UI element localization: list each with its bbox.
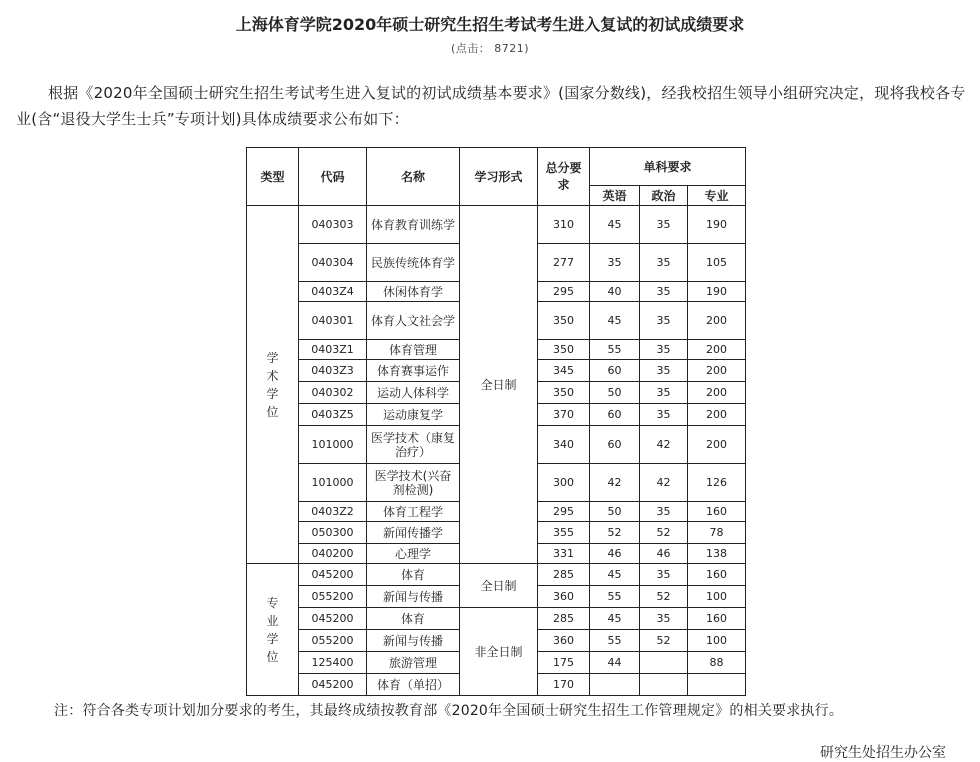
major-score-cell: 138 [688,544,746,564]
name-cell: 民族传统体育学 [367,244,460,282]
english-score-cell: 45 [590,608,640,630]
signature: 研究生处招生办公室 [820,745,946,761]
header-mode: 学习形式 [460,148,538,206]
english-score-cell: 55 [590,340,640,360]
total-score-cell: 285 [538,564,590,586]
major-score-cell: 190 [688,282,746,302]
major-score-cell: 190 [688,206,746,244]
footnote: 注：符合各类专项计划加分要求的考生，其最终成绩按教育部《2020年全国硕士研究生招生工作管理规定》的相关要求执行。 [54,703,844,719]
total-score-cell: 170 [538,674,590,696]
table-header-row [247,148,746,186]
major-score-cell [688,674,746,696]
code-cell: 0403Z5 [299,404,367,426]
politics-score-cell: 35 [640,206,688,244]
name-cell: 旅游管理 [367,652,460,674]
major-score-cell: 200 [688,426,746,464]
code-cell: 045200 [299,564,367,586]
politics-score-cell: 35 [640,382,688,404]
name-cell: 新闻与传播 [367,630,460,652]
english-score-cell: 45 [590,206,640,244]
code-cell: 0403Z3 [299,360,367,382]
header-code: 代码 [299,148,367,206]
major-score-cell: 160 [688,502,746,522]
name-cell: 体育管理 [367,340,460,360]
code-cell: 050300 [299,522,367,544]
politics-score-cell: 35 [640,404,688,426]
major-score-cell: 160 [688,564,746,586]
header-name: 名称 [367,148,460,206]
politics-score-cell: 42 [640,464,688,502]
english-score-cell: 45 [590,564,640,586]
code-cell: 055200 [299,630,367,652]
header-total: 总分要求 [538,148,590,206]
major-score-cell: 200 [688,382,746,404]
code-cell: 040302 [299,382,367,404]
major-score-cell: 100 [688,586,746,608]
english-score-cell: 60 [590,426,640,464]
total-score-cell: 331 [538,544,590,564]
code-cell: 0403Z4 [299,282,367,302]
english-score-cell: 50 [590,382,640,404]
politics-score-cell: 35 [640,564,688,586]
politics-score-cell: 35 [640,302,688,340]
name-cell: 体育（单招） [367,674,460,696]
total-score-cell: 350 [538,382,590,404]
code-cell: 045200 [299,608,367,630]
politics-score-cell: 35 [640,502,688,522]
header-english: 英语 [590,186,640,206]
code-cell: 040303 [299,206,367,244]
study-mode-cell: 全日制 [460,564,538,608]
major-score-cell: 200 [688,404,746,426]
english-score-cell: 46 [590,544,640,564]
degree-type-cell: 学术学位 [247,206,299,564]
header-major: 专业 [688,186,746,206]
politics-score-cell: 52 [640,586,688,608]
study-mode-cell: 全日制 [460,206,538,564]
name-cell: 体育 [367,564,460,586]
major-score-cell: 200 [688,360,746,382]
total-score-cell: 277 [538,244,590,282]
total-score-cell: 295 [538,282,590,302]
major-score-cell: 78 [688,522,746,544]
total-score-cell: 295 [538,502,590,522]
english-score-cell: 52 [590,522,640,544]
politics-score-cell: 52 [640,630,688,652]
english-score-cell: 55 [590,630,640,652]
table-row [247,564,746,586]
code-cell: 040304 [299,244,367,282]
politics-score-cell: 35 [640,608,688,630]
total-score-cell: 300 [538,464,590,502]
english-score-cell: 60 [590,360,640,382]
name-cell: 新闻传播学 [367,522,460,544]
english-score-cell [590,674,640,696]
total-score-cell: 355 [538,522,590,544]
table-row [247,206,746,244]
major-score-cell: 126 [688,464,746,502]
total-score-cell: 340 [538,426,590,464]
code-cell: 045200 [299,674,367,696]
politics-score-cell [640,674,688,696]
degree-type-cell: 专业学位 [247,564,299,696]
header-type: 类型 [247,148,299,206]
code-cell: 055200 [299,586,367,608]
code-cell: 0403Z2 [299,502,367,522]
name-cell: 运动人体科学 [367,382,460,404]
major-score-cell: 105 [688,244,746,282]
name-cell: 体育 [367,608,460,630]
politics-score-cell: 52 [640,522,688,544]
click-count: (点击： 8721) [450,42,530,55]
total-score-cell: 285 [538,608,590,630]
total-score-cell: 360 [538,586,590,608]
politics-score-cell [640,652,688,674]
major-score-cell: 200 [688,302,746,340]
major-score-cell: 200 [688,340,746,360]
total-score-cell: 345 [538,360,590,382]
name-cell: 体育教育训练学 [367,206,460,244]
code-cell: 0403Z1 [299,340,367,360]
total-score-cell: 175 [538,652,590,674]
name-cell: 医学技术（康复治疗） [367,426,460,464]
intro-paragraph: 根据《2020年全国硕士研究生招生考试考生进入复试的初试成绩基本要求》(国家分数线)，经我校招生领导小组研究决定，现将我校各专业(含“退役大学生士兵”专项计划)具体成绩要求公布如下： [16,84,966,128]
name-cell: 体育人文社会学 [367,302,460,340]
name-cell: 体育赛事运作 [367,360,460,382]
name-cell: 新闻与传播 [367,586,460,608]
english-score-cell: 42 [590,464,640,502]
code-cell: 040301 [299,302,367,340]
politics-score-cell: 42 [640,426,688,464]
total-score-cell: 360 [538,630,590,652]
total-score-cell: 370 [538,404,590,426]
page-title: 上海体育学院2020年硕士研究生招生考试考生进入复试的初试成绩要求 [235,15,745,34]
politics-score-cell: 35 [640,282,688,302]
politics-score-cell: 35 [640,360,688,382]
code-cell: 101000 [299,426,367,464]
name-cell: 心理学 [367,544,460,564]
english-score-cell: 50 [590,502,640,522]
code-cell: 040200 [299,544,367,564]
total-score-cell: 310 [538,206,590,244]
major-score-cell: 100 [688,630,746,652]
english-score-cell: 44 [590,652,640,674]
code-cell: 101000 [299,464,367,502]
english-score-cell: 60 [590,404,640,426]
code-cell: 125400 [299,652,367,674]
politics-score-cell: 35 [640,244,688,282]
total-score-cell: 350 [538,302,590,340]
english-score-cell: 55 [590,586,640,608]
politics-score-cell: 35 [640,340,688,360]
name-cell: 休闲体育学 [367,282,460,302]
name-cell: 体育工程学 [367,502,460,522]
english-score-cell: 40 [590,282,640,302]
table-row [247,608,746,630]
study-mode-cell: 非全日制 [460,608,538,696]
english-score-cell: 45 [590,302,640,340]
name-cell: 医学技术(兴奋剂检测) [367,464,460,502]
header-single: 单科要求 [590,148,746,186]
header-politics: 政治 [640,186,688,206]
total-score-cell: 350 [538,340,590,360]
score-table [246,147,746,696]
major-score-cell: 160 [688,608,746,630]
english-score-cell: 35 [590,244,640,282]
politics-score-cell: 46 [640,544,688,564]
major-score-cell: 88 [688,652,746,674]
name-cell: 运动康复学 [367,404,460,426]
